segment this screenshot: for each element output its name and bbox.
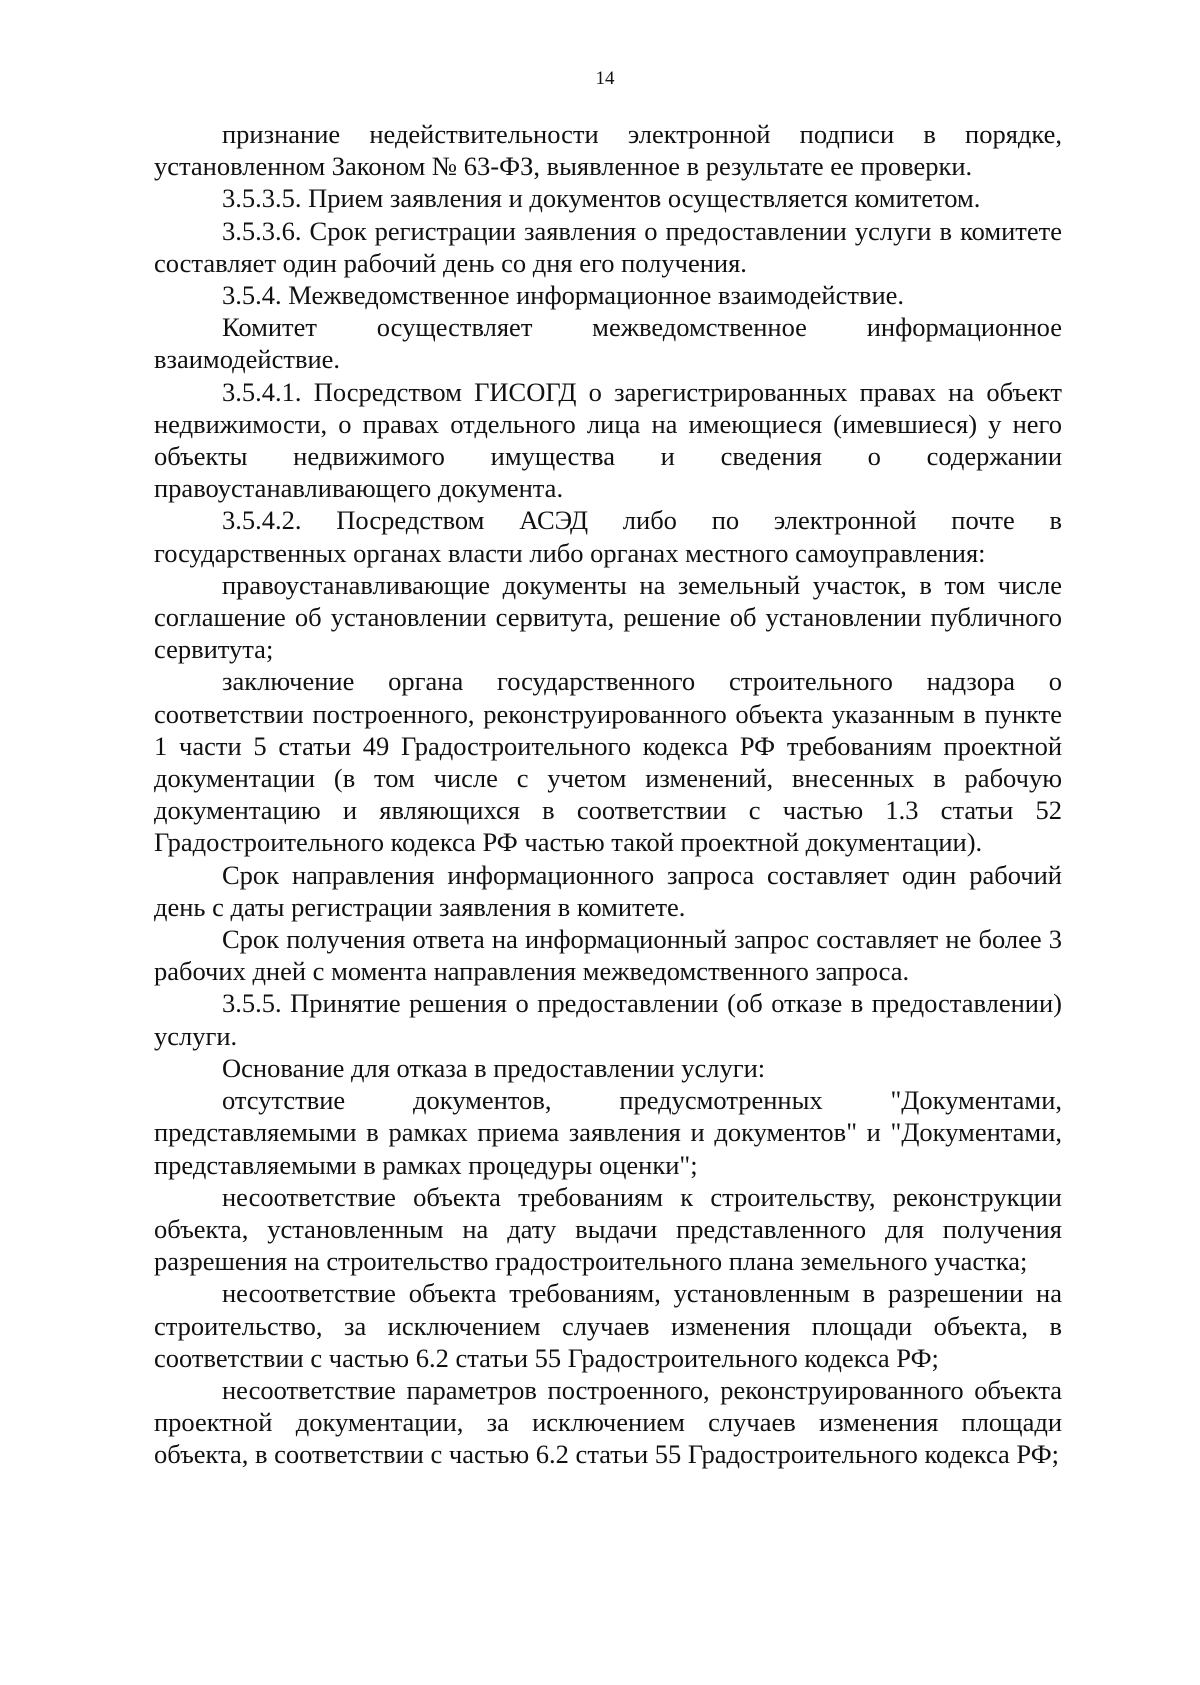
paragraph: 3.5.5. Принятие решения о предоставлении (об отказе в предоставлении) услуги. [154,988,1062,1051]
paragraph: 3.5.4.2. Посредством АСЭД либо по электронной почте в государственных органах власти либо органах местного самоуправления: [154,505,1062,568]
document-body [154,118,1062,1471]
page-number: 14 [595,68,615,89]
paragraph: 3.5.4. Межведомственное информационное взаимодействие. [222,280,905,311]
paragraph: признание недействительности электронной подписи в порядке, установленном Законом № 63-ФЗ, выявленное в результате ее проверки. [154,119,1062,182]
paragraph: Срок направления информационного запроса составляет один рабочий день с даты регистрации заявления в комитете. [154,859,1062,922]
paragraph: 3.5.3.5. Прием заявления и документов осуществляется комитетом. [222,183,981,214]
paragraph: заключение органа государственного строительного надзора о соответствии построенного, реконструированного объекта указанным в пункте 1 части 5 статьи 49 Градостроительного кодекса РФ требованиям проектной документации (в том числе с учетом изменений, внесенных в рабочую документацию и являющихся в соответствии с частью 1.3 статьи 52 Градостроительного кодекса РФ частью такой проектной документации). [154,666,1062,858]
paragraph: Основание для отказа в предоставлении услуги: [222,1052,766,1083]
paragraph: Срок получения ответа на информационный запрос составляет не более 3 рабочих дней с момента направления межведомственного запроса. [154,924,1062,987]
paragraph: 3.5.4.1. Посредством ГИСОГД о зарегистрированных правах на объект недвижимости, о правах отдельного лица на имеющиеся (имевшиеся) у него объекты недвижимого имущества и сведения о содержании правоустанавливающего документа. [154,376,1062,504]
paragraph: несоответствие объекта требованиям к строительству, реконструкции объекта, установленным на дату выдачи представленного для получения разрешения на строительство градостроительного плана земельного участка; [154,1181,1062,1277]
paragraph: 3.5.3.6. Срок регистрации заявления о предоставлении услуги в комитете составляет один рабочий день со дня его получения. [154,215,1062,278]
paragraph: правоустанавливающие документы на земельный участок, в том числе соглашение об установлении сервитута, решение об установлении публичного сервитута; [154,569,1062,665]
paragraph: несоответствие объекта требованиям, установленным в разрешении на строительство, за исключением случаев изменения площади объекта, в соответствии с частью 6.2 статьи 55 Градостроительного кодекса РФ; [154,1278,1062,1373]
paragraph: Комитет осуществляет межведомственное информационное взаимодействие. [154,312,1062,375]
paragraph: отсутствие документов, предусмотренных "Документами, представляемыми в рамках приема заявления и документов" и "Документами, представляемыми в рамках процедуры оценки"; [154,1085,1062,1180]
paragraph: несоответствие параметров построенного, реконструированного объекта проектной документации, за исключением случаев изменения площади объекта, в соответствии с частью 6.2 статьи 55 Градостроительного кодекса РФ; [154,1374,1062,1470]
